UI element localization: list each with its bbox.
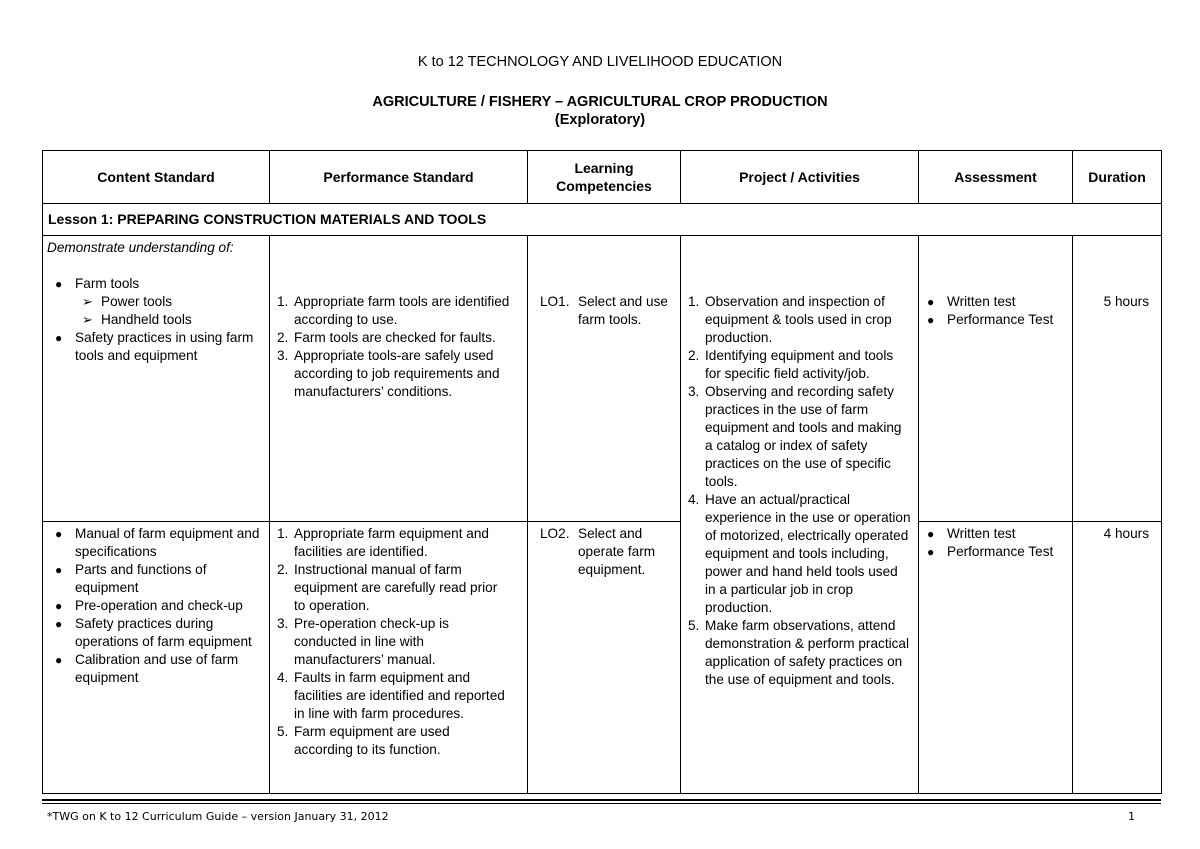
content-list-1 [47,275,265,365]
document-title: K to 12 TECHNOLOGY AND LIVELIHOOD EDUCATION [417,54,783,70]
list-item: ● Manual of farm equipment and specifications [55,526,260,559]
project-activities-cell [681,236,919,794]
performance-list-2 [270,525,511,759]
content-standard-cell-2 [43,522,270,794]
list-item: ● Performance Test [927,312,1054,327]
list-item: 1. Observation and inspection of equipment & tools used in crop production. [688,294,892,345]
document-subtitle [0,93,1200,129]
duration-cell-1 [1073,236,1162,522]
column-header-project-activities: Project / Activities [681,151,919,204]
list-item: 5. Farm equipment are used according to its function. [277,724,450,757]
list-item: 2. Identifying equipment and tools for specific field activity/job. [688,348,894,381]
list-item: ● Parts and functions of equipment [55,562,207,595]
intro-text: Demonstrate understanding of: [47,240,234,255]
list-item: ➢ Handheld tools [82,312,192,327]
subtitle-line-1: AGRICULTURE / FISHERY – AGRICULTURAL CROP PRODUCTION [372,94,828,110]
competency-text: Select and use farm tools. [578,294,668,327]
list-item: 2. Farm tools are checked for faults. [277,330,496,345]
table-header-row [43,151,1162,204]
footer-note: *TWG on K to 12 Curriculum Guide – version January 31, 2012 [47,810,389,823]
list-item: 1. Appropriate farm equipment and facilities are identified. [277,526,489,559]
learning-competency-cell-1 [528,236,681,522]
list-item: ● Safety practices during operations of farm equipment [55,616,252,649]
list-item: 3. Appropriate tools-are safely used according to job requirements and manufacturers’ conditions. [277,348,500,399]
performance-standard-cell-1 [270,236,528,522]
footer-divider-thick [42,799,1161,801]
column-header-content-standard: Content Standard [43,151,270,204]
list-item: 2. Instructional manual of farm equipment are carefully read prior to operation. [277,562,498,613]
list-item: ● Performance Test [927,544,1054,559]
lesson-row [43,204,1162,236]
column-header-performance-standard: Performance Standard [270,151,528,204]
competency-code: LO2. [540,526,570,541]
activities-list [681,293,912,689]
list-item: ➢ Power tools [82,294,173,309]
column-header-duration: Duration [1073,151,1162,204]
assessment-list-1 [919,293,1068,329]
learning-competency-cell-2 [528,522,681,794]
list-item: 3. Pre-operation check-up is conducted in line with manufacturers’ manual. [277,616,449,667]
list-item: 1. Appropriate farm tools are identified according to use. [277,294,510,327]
performance-standard-cell-2 [270,522,528,794]
assessment-cell-1 [919,236,1073,522]
page-number: 1 [1128,810,1135,823]
competency-text: Select and operate farm equipment. [578,526,656,577]
content-sublist [75,293,265,329]
list-item: ● Calibration and use of farm equipment [55,652,239,685]
footer-divider-thin [42,803,1161,804]
competency-item [540,293,672,329]
list-item: ● Pre-operation and check-up [55,598,243,613]
list-item: ● Farm tools ➢ Power tools ➢ Handheld tools [47,275,265,329]
content-standard-cell-1 [43,236,270,522]
table-row [43,236,1162,522]
curriculum-table [42,150,1162,794]
list-item: 5. Make farm observations, attend demonstration & perform practical application of safety practices on the use of equipment and tools. [688,618,909,687]
duration-cell-2 [1073,522,1162,794]
assessment-cell-2 [919,522,1073,794]
list-item: ● Written test [927,294,1016,309]
performance-list-1 [270,293,511,401]
subtitle-line-2: (Exploratory) [554,112,646,128]
duration-value: 5 hours [1103,294,1149,309]
competency-item [540,525,672,579]
list-item: 4. Faults in farm equipment and facilities are identified and reported in line with farm procedures. [277,670,505,721]
list-item: 4. Have an actual/practical experience in the use or operation of motorized, electrically operated equipment and tools including, power and hand held tools used in a particular job in crop production. [688,492,911,615]
duration-value: 4 hours [1103,526,1149,541]
content-list-2 [47,525,265,687]
table-row [43,522,1162,794]
competency-code: LO1. [540,294,570,309]
list-item: ● Written test [927,526,1016,541]
list-item: ● Safety practices in using farm tools and equipment [55,330,254,363]
list-item: 3. Observing and recording safety practices in the use of farm equipment and tools and making a catalog or index of safety practices on the use of specific tools. [688,384,902,489]
column-header-learning-competencies: Learning Competencies [528,151,681,204]
column-header-assessment: Assessment [919,151,1073,204]
lesson-title: Lesson 1: PREPARING CONSTRUCTION MATERIALS AND TOOLS [43,204,1162,236]
assessment-list-2 [919,525,1068,561]
